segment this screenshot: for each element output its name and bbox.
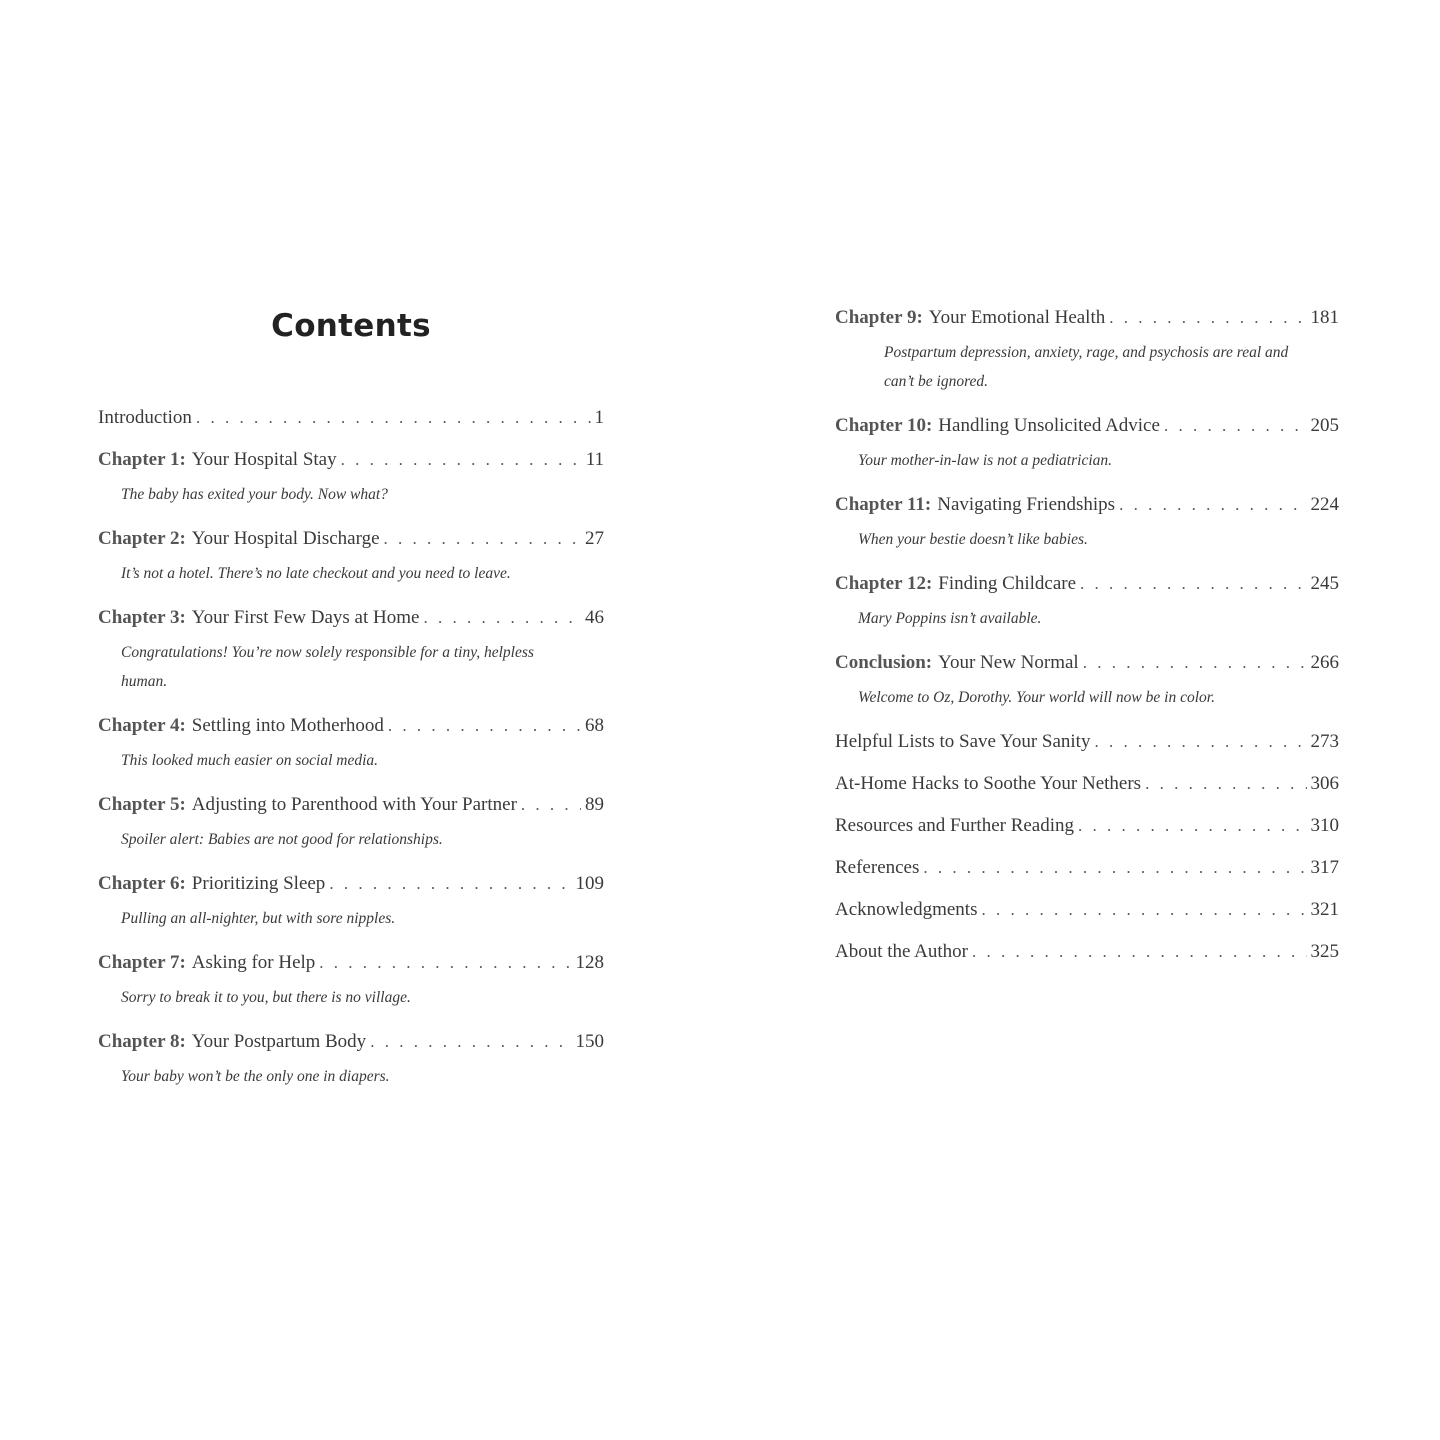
chapter-subtitle: Welcome to Oz, Dorothy. Your world will now be in color. [858,689,1215,706]
entry-title: Your New Normal [938,652,1079,673]
chapter-label: Chapter 3: [98,607,186,628]
page-number: 325 [1310,941,1339,962]
page-number: 27 [585,528,604,549]
chapter-label: Chapter 9: [835,307,923,328]
chapter-subtitle: Spoiler alert: Babies are not good for relationships. [121,831,443,848]
dot-leader [1083,651,1307,675]
chapter-subtitle: Congratulations! You’re now solely responsible for a tiny, helpless human. [121,644,534,690]
toc-entry-your-hospital-discharge[interactable] [98,527,604,551]
dot-leader [319,951,571,975]
chapter-label: Chapter 8: [98,1031,186,1052]
entry-title: Finding Childcare [938,573,1077,594]
dot-leader [329,872,571,896]
dot-leader [370,1030,571,1054]
toc-entry-acknowledgments[interactable] [835,898,1339,922]
chapter-subtitle: Postpartum depression, anxiety, rage, and psychosis are real and can’t be ignored. [884,344,1289,390]
entry-title: Your Emotional Health [928,307,1106,328]
dot-leader [1119,493,1306,517]
entry-title: Your First Few Days at Home [191,607,420,628]
dot-leader [981,898,1306,922]
page-number: 109 [575,873,604,894]
entry-title: Your Hospital Stay [191,449,337,470]
dot-leader [1094,730,1306,754]
page-number: 310 [1310,815,1339,836]
dot-leader [923,856,1306,880]
page-number: 1 [594,407,604,428]
chapter-label: Chapter 10: [835,415,933,436]
toc-right-column [835,300,1339,964]
chapter-label: Chapter 4: [98,715,186,736]
entry-title: Introduction [98,407,192,428]
entry-title: At-Home Hacks to Soothe Your Nethers [835,773,1142,794]
entry-title: Prioritizing Sleep [191,873,326,894]
toc-entry-helpful-lists-to-save-your-sanity[interactable] [835,730,1339,754]
entry-title: Acknowledgments [835,899,978,920]
chapter-label: Chapter 6: [98,873,186,894]
entry-title: Navigating Friendships [937,494,1116,515]
toc-entry-resources-and-further-reading[interactable] [835,814,1339,838]
entry-title: Your Hospital Discharge [191,528,380,549]
dot-leader [1164,414,1307,438]
entry-title: Asking for Help [191,952,316,973]
page-number: 68 [585,715,604,736]
toc-entry-your-new-normal[interactable] [835,651,1339,675]
chapter-label: Chapter 11: [835,494,932,515]
dot-leader [341,448,582,472]
page-number: 150 [575,1031,604,1052]
dot-leader [1080,572,1306,596]
dot-leader [1145,772,1306,796]
dot-leader [972,940,1307,964]
toc-entry-your-postpartum-body[interactable] [98,1030,604,1054]
page-number: 306 [1310,773,1339,794]
page-number: 205 [1310,415,1339,436]
chapter-label: Chapter 5: [98,794,186,815]
toc-left-column [98,400,604,1091]
toc-entry-your-first-few-days-at-home[interactable] [98,606,604,630]
chapter-label: Chapter 1: [98,449,186,470]
entry-title: Helpful Lists to Save Your Sanity [835,731,1091,752]
entry-title: References [835,857,920,878]
page-number: 128 [575,952,604,973]
toc-entry-asking-for-help[interactable] [98,951,604,975]
chapter-subtitle: Pulling an all-nighter, but with sore nipples. [121,910,396,927]
page-number: 11 [585,449,604,470]
chapter-subtitle: Mary Poppins isn’t available. [858,610,1042,627]
chapter-subtitle: This looked much easier on social media. [121,752,379,769]
chapter-label: Chapter 7: [98,952,186,973]
entry-title: Adjusting to Parenthood with Your Partner [191,794,517,815]
page-number: 46 [585,607,604,628]
chapter-subtitle: The baby has exited your body. Now what? [121,486,388,503]
toc-entry-your-hospital-stay[interactable] [98,448,604,472]
toc-entry-your-emotional-health[interactable] [835,306,1339,330]
page-number: 224 [1310,494,1339,515]
page-title: Contents [271,308,431,344]
page-number: 273 [1310,731,1339,752]
entry-title: Resources and Further Reading [835,815,1075,836]
toc-entry-prioritizing-sleep[interactable] [98,872,604,896]
toc-entry-references[interactable] [835,856,1339,880]
toc-entry-navigating-friendships[interactable] [835,493,1339,517]
dot-leader [196,406,591,430]
entry-title: Settling into Motherhood [191,715,384,736]
dot-leader [384,527,581,551]
toc-entry-finding-childcare[interactable] [835,572,1339,596]
toc-entry-settling-into-motherhood[interactable] [98,714,604,738]
chapter-subtitle: Sorry to break it to you, but there is no village. [121,989,411,1006]
chapter-subtitle: When your bestie doesn’t like babies. [858,531,1088,548]
page-number: 266 [1310,652,1339,673]
dot-leader [388,714,581,738]
page-number: 89 [585,794,604,815]
entry-title: About the Author [835,941,968,962]
chapter-label: Chapter 12: [835,573,933,594]
toc-entry-introduction[interactable] [98,406,604,430]
page-number: 245 [1310,573,1339,594]
page-number: 317 [1310,857,1339,878]
chapter-label: Conclusion: [835,652,933,673]
entry-title: Your Postpartum Body [191,1031,367,1052]
toc-entry-about-the-author[interactable] [835,940,1339,964]
toc-entry-adjusting-to-parenthood-with-your-partner[interactable] [98,793,604,817]
chapter-label: Chapter 2: [98,528,186,549]
page-number: 321 [1310,899,1339,920]
chapter-subtitle: It’s not a hotel. There’s no late checkout and you need to leave. [121,565,511,582]
entry-title: Handling Unsolicited Advice [938,415,1160,436]
chapter-subtitle: Your mother-in-law is not a pediatrician. [858,452,1113,469]
dot-leader [1109,306,1306,330]
chapter-subtitle: Your baby won’t be the only one in diapers. [121,1068,390,1085]
toc-entry-at-home-hacks-to-soothe-your-nethers[interactable] [835,772,1339,796]
dot-leader [1078,814,1306,838]
dot-leader [423,606,581,630]
dot-leader [521,793,581,817]
page-number: 181 [1310,307,1339,328]
toc-entry-handling-unsolicited-advice[interactable] [835,414,1339,438]
